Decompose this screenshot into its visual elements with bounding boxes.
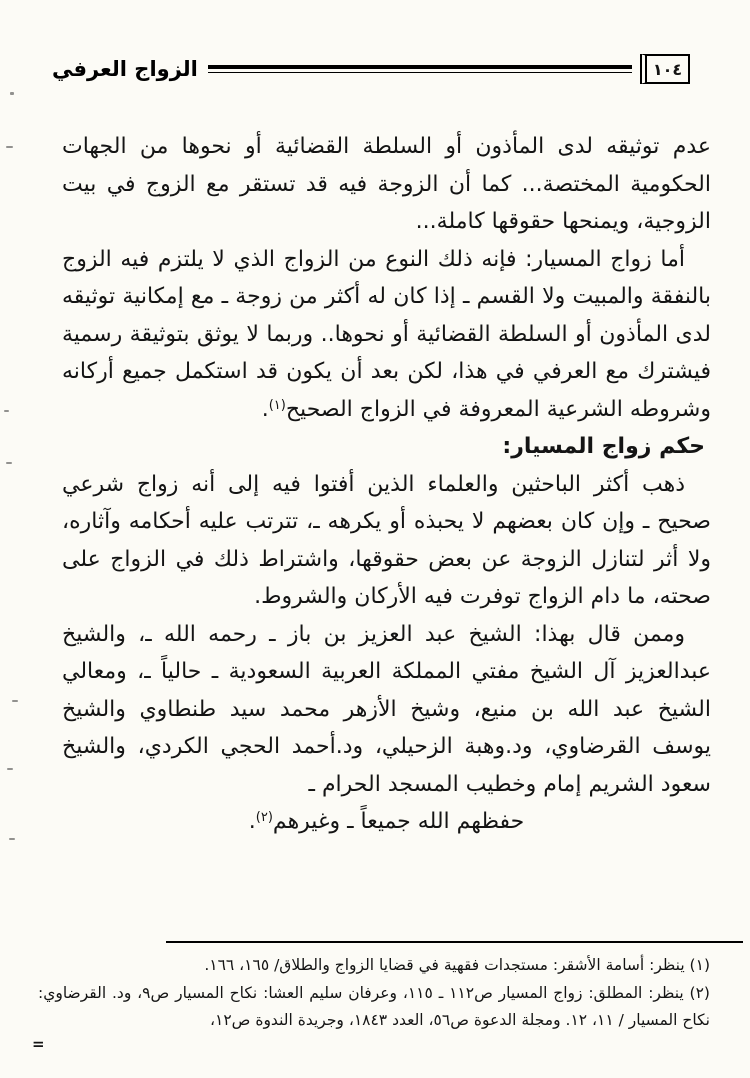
- paragraph-1: عدم توثيقه لدى المأذون أو السلطة القضائية أو نحوها من الجهات الحكومية المختصة... كما أن الزوجة فيه قد تستقر مع الزوج في بيت الزوجية، ويمنحها حقوقها كاملة...: [62, 134, 711, 234]
- scan-mark: [6, 146, 13, 148]
- footnote-separator: [166, 941, 743, 943]
- page-number: ١٠٤: [652, 59, 683, 79]
- running-title: الزواج العرفي: [52, 57, 198, 81]
- header-rule: [208, 65, 632, 73]
- footnote-2: (٢) ينظر: المطلق: زواج المسيار ص١١٢ ـ ١١٥، وعرفان سليم العشا: نكاح المسيار ص٩، ود. القرضاوي: نكاح المسيار / ١١، ١٢. ومجلة الدعوة ص٥٦، العدد ١٨٤٣، وجريدة الندوة ص١٢،: [38, 983, 710, 1029]
- page-number-box: [640, 54, 690, 84]
- continuation-mark: =: [32, 1034, 45, 1053]
- paragraph-3: ذهب أكثر الباحثين والعلماء الذين أفتوا فيه إلى أنه زواج شرعي صحيح ـ وإن كان بعضهم لا يحبذه أو يكرهه ـ، تترتب عليه أحكامه وآثاره، ولا أثر لتنازل الزوجة عن بعض حقوقها، واشتراط ذلك في الزواج على صحته، ما دام الزواج توفرت فيه الأركان والشروط.: [62, 471, 711, 609]
- paragraph-4-last-line: [62, 803, 711, 841]
- scan-mark: [9, 838, 15, 840]
- paragraph-2: [62, 241, 711, 429]
- scan-mark: [12, 700, 18, 702]
- paragraph-4: وممن قال بهذا: الشيخ عبد العزيز بن باز ـ رحمه الله ـ، والشيخ عبدالعزيز آل الشيخ مفتي المملكة العربية السعودية ـ حالياً ـ، ومعالي الشيخ عبد الله بن منيع، وشيخ الأزهر محمد سيد طنطاوي والشيخ يوسف القرضاوي، ود.وهبة الزحيلي، ود.أحمد الحجي الكردي، والشيخ سعود الشريم إمام وخطيب المسجد الحرام ـ: [62, 621, 711, 797]
- scan-mark: [4, 410, 9, 412]
- footnotes-list: [38, 952, 710, 1035]
- section-heading: حكم زواج المسيار:: [502, 434, 705, 459]
- scan-mark: [7, 768, 13, 770]
- paragraph-4-last-text: حفظهم الله جميعاً ـ وغيرهم: [272, 809, 525, 834]
- paragraph-4-period: .: [248, 809, 256, 834]
- footnote-ref-1: (١): [268, 397, 286, 413]
- footnotes-section: [0, 941, 750, 1052]
- scan-mark: [10, 92, 14, 95]
- footnote-ref-2: (٢): [255, 810, 273, 825]
- scan-mark: [6, 462, 12, 464]
- page-header: [52, 50, 690, 88]
- paragraph-2-period: .: [261, 396, 269, 422]
- page-body: [62, 128, 711, 841]
- paragraph-2-text: أما زواج المسيار: فإنه ذلك النوع من الزواج الذي لا يلتزم فيه الزوج بالنفقة والمبيت ولا القسم ـ إذا كان له أكثر من زوجة ـ مع إمكانية توثيقه لدى المأذون أو السلطة القضائية أو نحوها.. وربما لا يوثق بتوثيقة رسمية فيشترك مع العرفي في هذا، لكن بعد أن يكون قد استكمل جميع أركانه وشروطه الشرعية المعروفة في الزواج الصحيح: [62, 246, 711, 422]
- footnote-1: (١) ينظر: أسامة الأشقر: مستجدات فقهية في قضايا الزواج والطلاق/ ١٦٥، ١٦٦.: [204, 956, 710, 974]
